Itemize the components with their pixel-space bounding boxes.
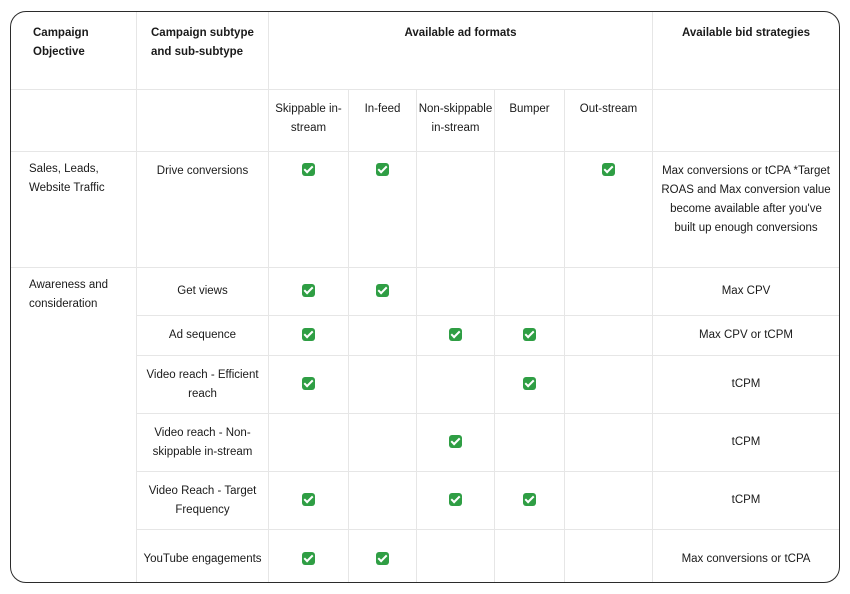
subtype-cell: Get views — [137, 268, 269, 316]
format-check-cell — [349, 472, 417, 530]
check-icon — [302, 163, 315, 176]
check-icon — [376, 284, 389, 297]
format-check-cell — [565, 152, 653, 268]
bid-strategy-cell: Max CPV — [653, 268, 840, 316]
subtype-cell: Drive conversions — [137, 152, 269, 268]
format-check-cell — [349, 152, 417, 268]
format-non-skippable-in-stream: Non-skippable in-stream — [417, 90, 495, 152]
check-icon — [302, 377, 315, 390]
header-objective: Campaign Objective — [11, 12, 137, 90]
check-icon — [376, 163, 389, 176]
subtype-cell: YouTube engagements — [137, 530, 269, 584]
format-check-cell — [349, 414, 417, 472]
table-row — [11, 152, 840, 268]
objective-sales: Sales, Leads, Website Traffic — [11, 152, 137, 268]
format-check-cell — [269, 414, 349, 472]
check-icon — [523, 377, 536, 390]
bid-strategy-cell: Max CPV or tCPM — [653, 316, 840, 356]
format-check-cell — [565, 414, 653, 472]
bid-strategy-cell: tCPM — [653, 356, 840, 414]
campaign-table-frame — [10, 11, 840, 583]
format-check-cell — [269, 356, 349, 414]
format-in-feed: In-feed — [349, 90, 417, 152]
check-icon — [449, 328, 462, 341]
empty-cell — [11, 90, 137, 152]
format-check-cell — [495, 414, 565, 472]
format-check-cell — [349, 268, 417, 316]
objective-awareness: Awareness and consideration — [11, 268, 137, 584]
format-check-cell — [565, 472, 653, 530]
subtype-cell: Video reach - Non-skippable in-stream — [137, 414, 269, 472]
subtype-cell: Ad sequence — [137, 316, 269, 356]
format-check-cell — [495, 356, 565, 414]
bid-strategy-cell: Max conversions or tCPA — [653, 530, 840, 584]
header-row — [11, 12, 840, 90]
bid-strategy-cell: tCPM — [653, 414, 840, 472]
check-icon — [302, 552, 315, 565]
format-check-cell — [417, 316, 495, 356]
format-check-cell — [565, 316, 653, 356]
subtype-cell: Video Reach - Target Frequency — [137, 472, 269, 530]
check-icon — [602, 163, 615, 176]
format-check-cell — [417, 414, 495, 472]
format-check-cell — [349, 356, 417, 414]
format-bumper: Bumper — [495, 90, 565, 152]
check-icon — [449, 435, 462, 448]
format-skippable-in-stream: Skippable in-stream — [269, 90, 349, 152]
format-out-stream: Out-stream — [565, 90, 653, 152]
format-check-cell — [349, 530, 417, 584]
format-check-cell — [269, 530, 349, 584]
format-check-cell — [495, 152, 565, 268]
format-check-cell — [565, 268, 653, 316]
check-icon — [302, 328, 315, 341]
header-subtype: Campaign subtype and sub-subtype — [137, 12, 269, 90]
subtype-cell: Video reach - Efficient reach — [137, 356, 269, 414]
format-check-cell — [417, 268, 495, 316]
format-check-cell — [495, 316, 565, 356]
format-check-cell — [417, 152, 495, 268]
bid-strategy-cell: tCPM — [653, 472, 840, 530]
bid-strategy-cell: Max conversions or tCPA *Target ROAS and Max conversion value become available after you've built up enough conversions — [653, 152, 840, 268]
format-check-cell — [349, 316, 417, 356]
check-icon — [523, 493, 536, 506]
format-check-cell — [565, 530, 653, 584]
check-icon — [523, 328, 536, 341]
check-icon — [302, 493, 315, 506]
format-check-cell — [269, 316, 349, 356]
empty-cell — [137, 90, 269, 152]
table-row — [11, 268, 840, 316]
format-check-cell — [417, 472, 495, 530]
format-check-cell — [495, 268, 565, 316]
campaign-table — [10, 11, 840, 583]
header-ad-formats: Available ad formats — [269, 12, 653, 90]
header-bid-strategies: Available bid strategies — [653, 12, 840, 90]
check-icon — [449, 493, 462, 506]
format-check-cell — [495, 530, 565, 584]
format-check-cell — [417, 356, 495, 414]
format-check-cell — [269, 152, 349, 268]
format-check-cell — [495, 472, 565, 530]
format-header-row — [11, 90, 840, 152]
check-icon — [376, 552, 389, 565]
empty-cell — [653, 90, 840, 152]
format-check-cell — [269, 268, 349, 316]
format-check-cell — [417, 530, 495, 584]
format-check-cell — [565, 356, 653, 414]
check-icon — [302, 284, 315, 297]
format-check-cell — [269, 472, 349, 530]
